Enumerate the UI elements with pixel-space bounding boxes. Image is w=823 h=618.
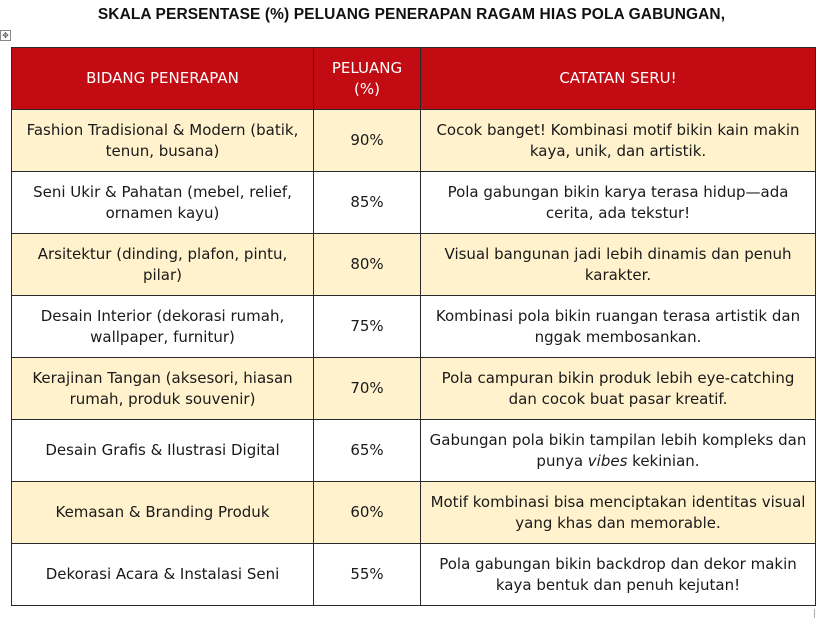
- table-row: [12, 110, 816, 172]
- cell-catatan: Pola gabungan bikin backdrop dan dekor makin kaya bentuk dan penuh kejutan!: [421, 544, 816, 606]
- cell-bidang: Dekorasi Acara & Instalasi Seni: [12, 544, 314, 606]
- cell-bidang: Desain Grafis & Ilustrasi Digital: [12, 420, 314, 482]
- document-title: SKALA PERSENTASE (%) PELUANG PENERAPAN RAGAM HIAS POLA GABUNGAN,: [97, 6, 726, 23]
- cell-catatan: Motif kombinasi bisa menciptakan identitas visual yang khas dan memorable.: [421, 482, 816, 544]
- cell-catatan: Cocok banget! Kombinasi motif bikin kain makin kaya, unik, dan artistik.: [421, 110, 816, 172]
- cell-catatan: Pola campuran bikin produk lebih eye-catching dan cocok buat pasar kreatif.: [421, 358, 816, 420]
- table-row: [12, 234, 816, 296]
- table-row: [12, 420, 816, 482]
- data-table: [11, 47, 816, 606]
- cell-peluang: 65%: [314, 420, 421, 482]
- header-bidang: BIDANG PENERAPAN: [12, 48, 314, 110]
- cell-peluang: 60%: [314, 482, 421, 544]
- cell-catatan: [421, 420, 816, 482]
- table-move-handle-icon[interactable]: ✥: [0, 30, 11, 41]
- cell-bidang: Fashion Tradisional & Modern (batik, tenun, busana): [12, 110, 314, 172]
- cell-peluang: 75%: [314, 296, 421, 358]
- cell-bidang: Kerajinan Tangan (aksesori, hiasan rumah, produk souvenir): [12, 358, 314, 420]
- cell-catatan-emphasis: vibes: [587, 451, 628, 470]
- table-row: [12, 172, 816, 234]
- table-header-row: [12, 48, 816, 110]
- cell-catatan-pre: Gabungan pola bikin tampilan lebih kompleks dan punya: [429, 430, 807, 470]
- cell-catatan: Visual bangunan jadi lebih dinamis dan penuh karakter.: [421, 234, 816, 296]
- cell-catatan: Pola gabungan bikin karya terasa hidup—ada cerita, ada tekstur!: [421, 172, 816, 234]
- header-peluang: PELUANG (%): [314, 48, 421, 110]
- cell-peluang: 55%: [314, 544, 421, 606]
- cell-catatan-post: kekinian.: [627, 451, 700, 470]
- cell-bidang: Kemasan & Branding Produk: [12, 482, 314, 544]
- header-catatan: CATATAN SERU!: [421, 48, 816, 110]
- cell-peluang: 70%: [314, 358, 421, 420]
- cell-peluang: 90%: [314, 110, 421, 172]
- cell-peluang: 80%: [314, 234, 421, 296]
- table-row: [12, 358, 816, 420]
- table-row: [12, 544, 816, 606]
- cell-peluang: 85%: [314, 172, 421, 234]
- cell-bidang: Seni Ukir & Pahatan (mebel, relief, ornamen kayu): [12, 172, 314, 234]
- cell-bidang: Arsitektur (dinding, plafon, pintu, pilar): [12, 234, 314, 296]
- table-resize-handle[interactable]: [814, 609, 821, 618]
- table-row: [12, 296, 816, 358]
- table-row: [12, 482, 816, 544]
- cell-bidang: Desain Interior (dekorasi rumah, wallpaper, furnitur): [12, 296, 314, 358]
- cell-catatan: Kombinasi pola bikin ruangan terasa artistik dan nggak membosankan.: [421, 296, 816, 358]
